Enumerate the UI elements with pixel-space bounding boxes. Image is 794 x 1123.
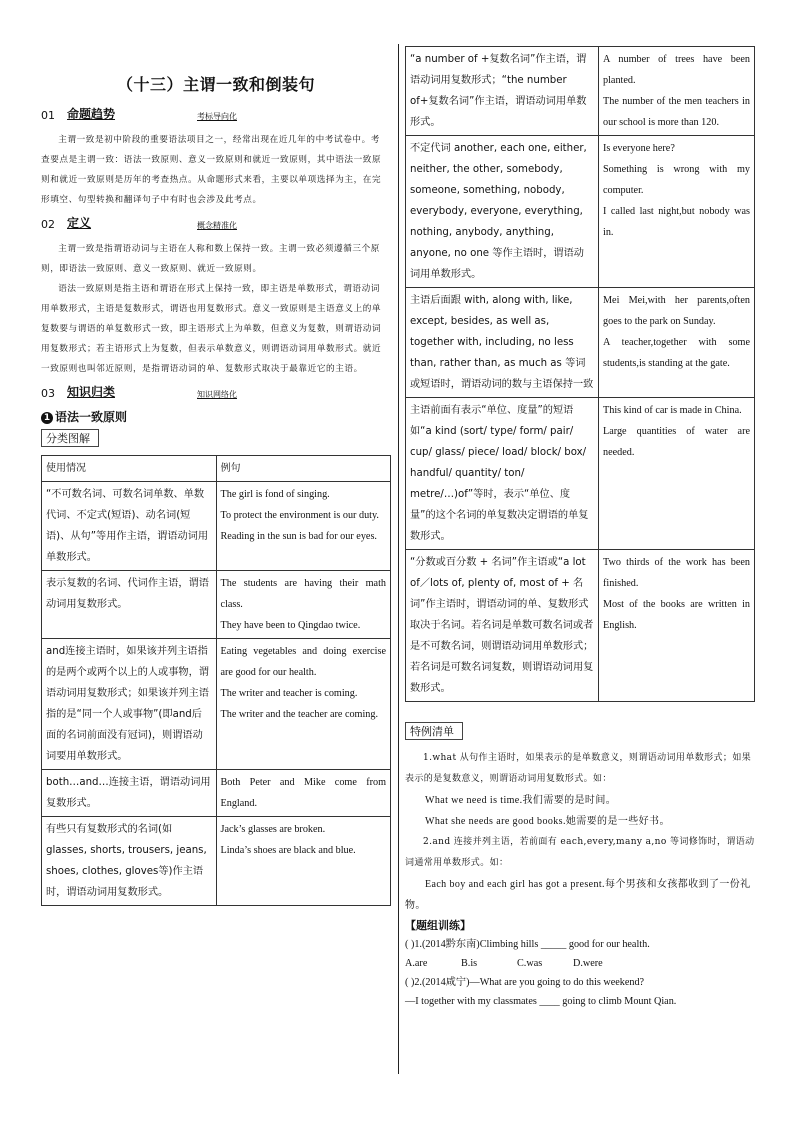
table-header-row (42, 456, 391, 482)
header-usage: 使用情况 (42, 456, 217, 482)
example-cell (599, 288, 755, 398)
header-example: 例句 (216, 456, 391, 482)
section-header-definition (41, 214, 391, 231)
definition-paragraph-1: 主谓一致是指谓语动词与主语在人称和数上保持一致。主谓一致必须遵循三个原则，即语法一致原则、意义一致原则、就近一致原则。 (41, 244, 380, 274)
definition-paragraph-2: 语法一致原则是指主语和谓语在形式上保持一致，即主语是单数形式，谓语动词用单数形式，主语是复数形式，谓语也用复数形式。意义一致原则是主语意义上的单复数要与谓语的单复数形式一致，即主语形式上为单数，但意义为复数，则谓语动词用复数形式；若主语形式上为复数，但表示单数意义，则谓语动词用单数形式。就近一致原则也叫邻近原则，是指谓语动词的单、复数形式取决于最靠近它的主语。 (41, 284, 382, 374)
exercise-heading: 【题组训练】 (405, 919, 471, 932)
example-sentence: Large quantities of water are needed. (603, 426, 750, 458)
example-sentence: Mei Mei,with her parents,often goes to the park on Sunday. (603, 295, 750, 327)
example-cell (216, 482, 391, 571)
special-rule-1: 1.what 从句作主语时，如果表示的是单数意义，则谓语动词用单数形式；如果表示的是复数意义，则谓语动词用复数形式。如： (405, 753, 752, 784)
right-column (405, 46, 755, 1011)
table-row (42, 817, 391, 906)
usage-cell: 表示复数的名词、代词作主语，谓语动词用复数形式。 (42, 571, 217, 639)
table-row (406, 47, 755, 136)
section-subtitle: 知识网络化 (197, 390, 237, 399)
example-sentence: The writer and the teacher are coming. (220, 709, 379, 720)
right-table-body (406, 47, 755, 702)
left-table-body (42, 482, 391, 906)
special-cases (405, 748, 755, 916)
column-divider (398, 44, 399, 1074)
table-row (42, 639, 391, 770)
question-1: ( )1.(2014黔东南)Climbing hills _____ good for our health. (405, 939, 650, 950)
example-sentence: The students are having their math class. (220, 578, 386, 610)
section-header-classification (41, 383, 391, 400)
usage-cell: 不定代词 another, each one, either, neither, the other, somebody, someone, something, nobody, everybody, everyone, everything, nothing, anybody, anything, anyone, no one 等作主语时，谓语动词用单数形式。 (406, 136, 599, 288)
example-cell (216, 817, 391, 906)
example-cell (599, 550, 755, 702)
example-sentence: They have been to Qingdao twice. (220, 620, 361, 631)
table-row (406, 550, 755, 702)
special-example-1: What we need is time.我们需要的是时间。 (425, 795, 617, 806)
section-subtitle: 概念精准化 (197, 221, 237, 230)
example-sentence: To protect the environment is our duty. (220, 510, 379, 521)
section-header-trend (41, 105, 391, 122)
example-sentence: This kind of car is made in China. (603, 405, 742, 416)
example-sentence: The girl is fond of singing. (220, 489, 330, 500)
example-cell (216, 639, 391, 770)
option-b: B.is (461, 958, 478, 969)
example-sentence: A teacher,together with some students,is standing at the gate. (603, 337, 750, 369)
question-2: ( )2.(2014咸宁)—What are you going to do this weekend? (405, 977, 645, 988)
example-sentence: The number of the men teachers in our school is more than 120. (603, 96, 750, 128)
left-column (41, 60, 391, 906)
example-sentence: I called last night,but nobody was in. (603, 206, 750, 238)
question-2-line-2: —I together with my classmates ____ going to climb Mount Qian. (405, 996, 677, 1007)
example-cell (216, 770, 391, 817)
usage-cell: “不可数名词、可数名词单数、单数代词、不定式(短语)、动名词(短语)、从句”等用作主语，谓语动词用单数形式。 (42, 482, 217, 571)
usage-cell: 主语后面跟 with, along with, like, except, besides, as well as, together with, including, no less than, rather than, as much as 等词或短语时，谓语动词的数与主语保持一致 (406, 288, 599, 398)
example-sentence: Both Peter and Mike come from England. (220, 777, 386, 809)
classification-tag: 分类图解 (41, 429, 99, 447)
option-a: A.are (405, 958, 428, 969)
example-cell (599, 398, 755, 550)
example-sentence: Reading in the sun is bad for our eyes. (220, 531, 377, 542)
section-name: 定义 (67, 216, 92, 230)
usage-cell: 有些只有复数形式的名词(如glasses, shorts, trousers, jeans, shoes, clothes, gloves等)作主语时，谓语动词用复数形式。 (42, 817, 217, 906)
section-name: 命题趋势 (67, 107, 116, 121)
table-row (406, 136, 755, 288)
usage-cell: “a number of +复数名词”作主语，谓语动词用复数形式；“the number of+复数名词”作主语，谓语动词用单数形式。 (406, 47, 599, 136)
example-cell (599, 136, 755, 288)
special-cases-tag: 特例清单 (405, 722, 463, 740)
example-sentence: Eating vegetables and doing exercise are good for our health. (220, 646, 386, 678)
usage-cell: both…and…连接主语，谓语动词用复数形式。 (42, 770, 217, 817)
section-name: 知识归类 (67, 385, 116, 399)
rules-table-left (41, 455, 391, 906)
usage-cell: and连接主语时，如果该并列主语指的是两个或两个以上的人或事物，谓语动词用复数形式；如果该并列主语指的是“同一个人或事物”(即and后面的名词前面没有冠词)，则谓语动词要用单数形式。 (42, 639, 217, 770)
section-number: 02 (41, 218, 55, 231)
table-row (406, 288, 755, 398)
subsection-title (41, 408, 391, 425)
exercise-section (405, 916, 755, 1011)
example-sentence: Two thirds of the work has been finished. (603, 557, 750, 589)
table-row (42, 571, 391, 639)
section-number: 03 (41, 387, 55, 400)
example-sentence: A number of trees have been planted. (603, 54, 750, 86)
question-1-options (405, 954, 755, 973)
page-title: （十三）主谓一致和倒装句 (116, 75, 315, 94)
option-d: D.were (573, 958, 603, 969)
special-example-2: What she needs are good books.她需要的是一些好书。 (425, 816, 670, 827)
example-sentence: Linda’s shoes are black and blue. (220, 845, 356, 856)
trend-paragraph: 主谓一致是初中阶段的重要语法项目之一，经常出现在近几年的中考试卷中。考查要点是主谓一致：语法一致原则、意义一致原则和就近一致原则，其中语法一致原则和就近一致原则是历年的考查热点。从命题形式来看，主要以单项选择为主，在完形填空、句型转换和翻译句子中有时也会涉及此考点。 (41, 135, 382, 205)
usage-cell: 主语前面有表示“单位、度量”的短语如“a kind (sort/ type/ form/ pair/ cup/ glass/ piece/ load/ block/ box/ handful/ quantity/ ton/ metre/…)of”等时，表示“单位、度量”的这个名词的单复数决定谓语的单复数形式。 (406, 398, 599, 550)
example-cell (216, 571, 391, 639)
section-subtitle: 考标导向化 (197, 112, 237, 121)
option-c: C.was (517, 958, 543, 969)
rules-table-right (405, 46, 755, 702)
table-row (406, 398, 755, 550)
example-sentence: The writer and teacher is coming. (220, 688, 358, 699)
number-badge: 1 (41, 412, 53, 424)
usage-cell: “分数或百分数 + 名词”作主语或“a lot of／lots of, plenty of, most of + 名词”作主语时，谓语动词的单、复数形式取决于名词。若名词是单数可数名词或者是不可数名词，则谓语动词用单数形式；若名词是可数名词复数，则谓语动词用复数形式。 (406, 550, 599, 702)
example-sentence: Jack’s glasses are broken. (220, 824, 326, 835)
example-sentence: Is everyone here? (603, 143, 675, 154)
special-example-3: Each boy and each girl has got a present.每个男孩和女孩都收到了一份礼物。 (405, 879, 751, 911)
example-sentence: Something is wrong with my computer. (603, 164, 750, 196)
subsection-title-text: 语法一致原则 (55, 410, 128, 424)
table-row (42, 482, 391, 571)
table-row (42, 770, 391, 817)
example-sentence: Most of the books are written in English. (603, 599, 750, 631)
section-number: 01 (41, 109, 55, 122)
example-cell (599, 47, 755, 136)
special-rule-2: 2.and 连接并列主语，若前面有 each,every,many a,no 等词修饰时，谓语动词通常用单数形式。如： (405, 837, 755, 868)
